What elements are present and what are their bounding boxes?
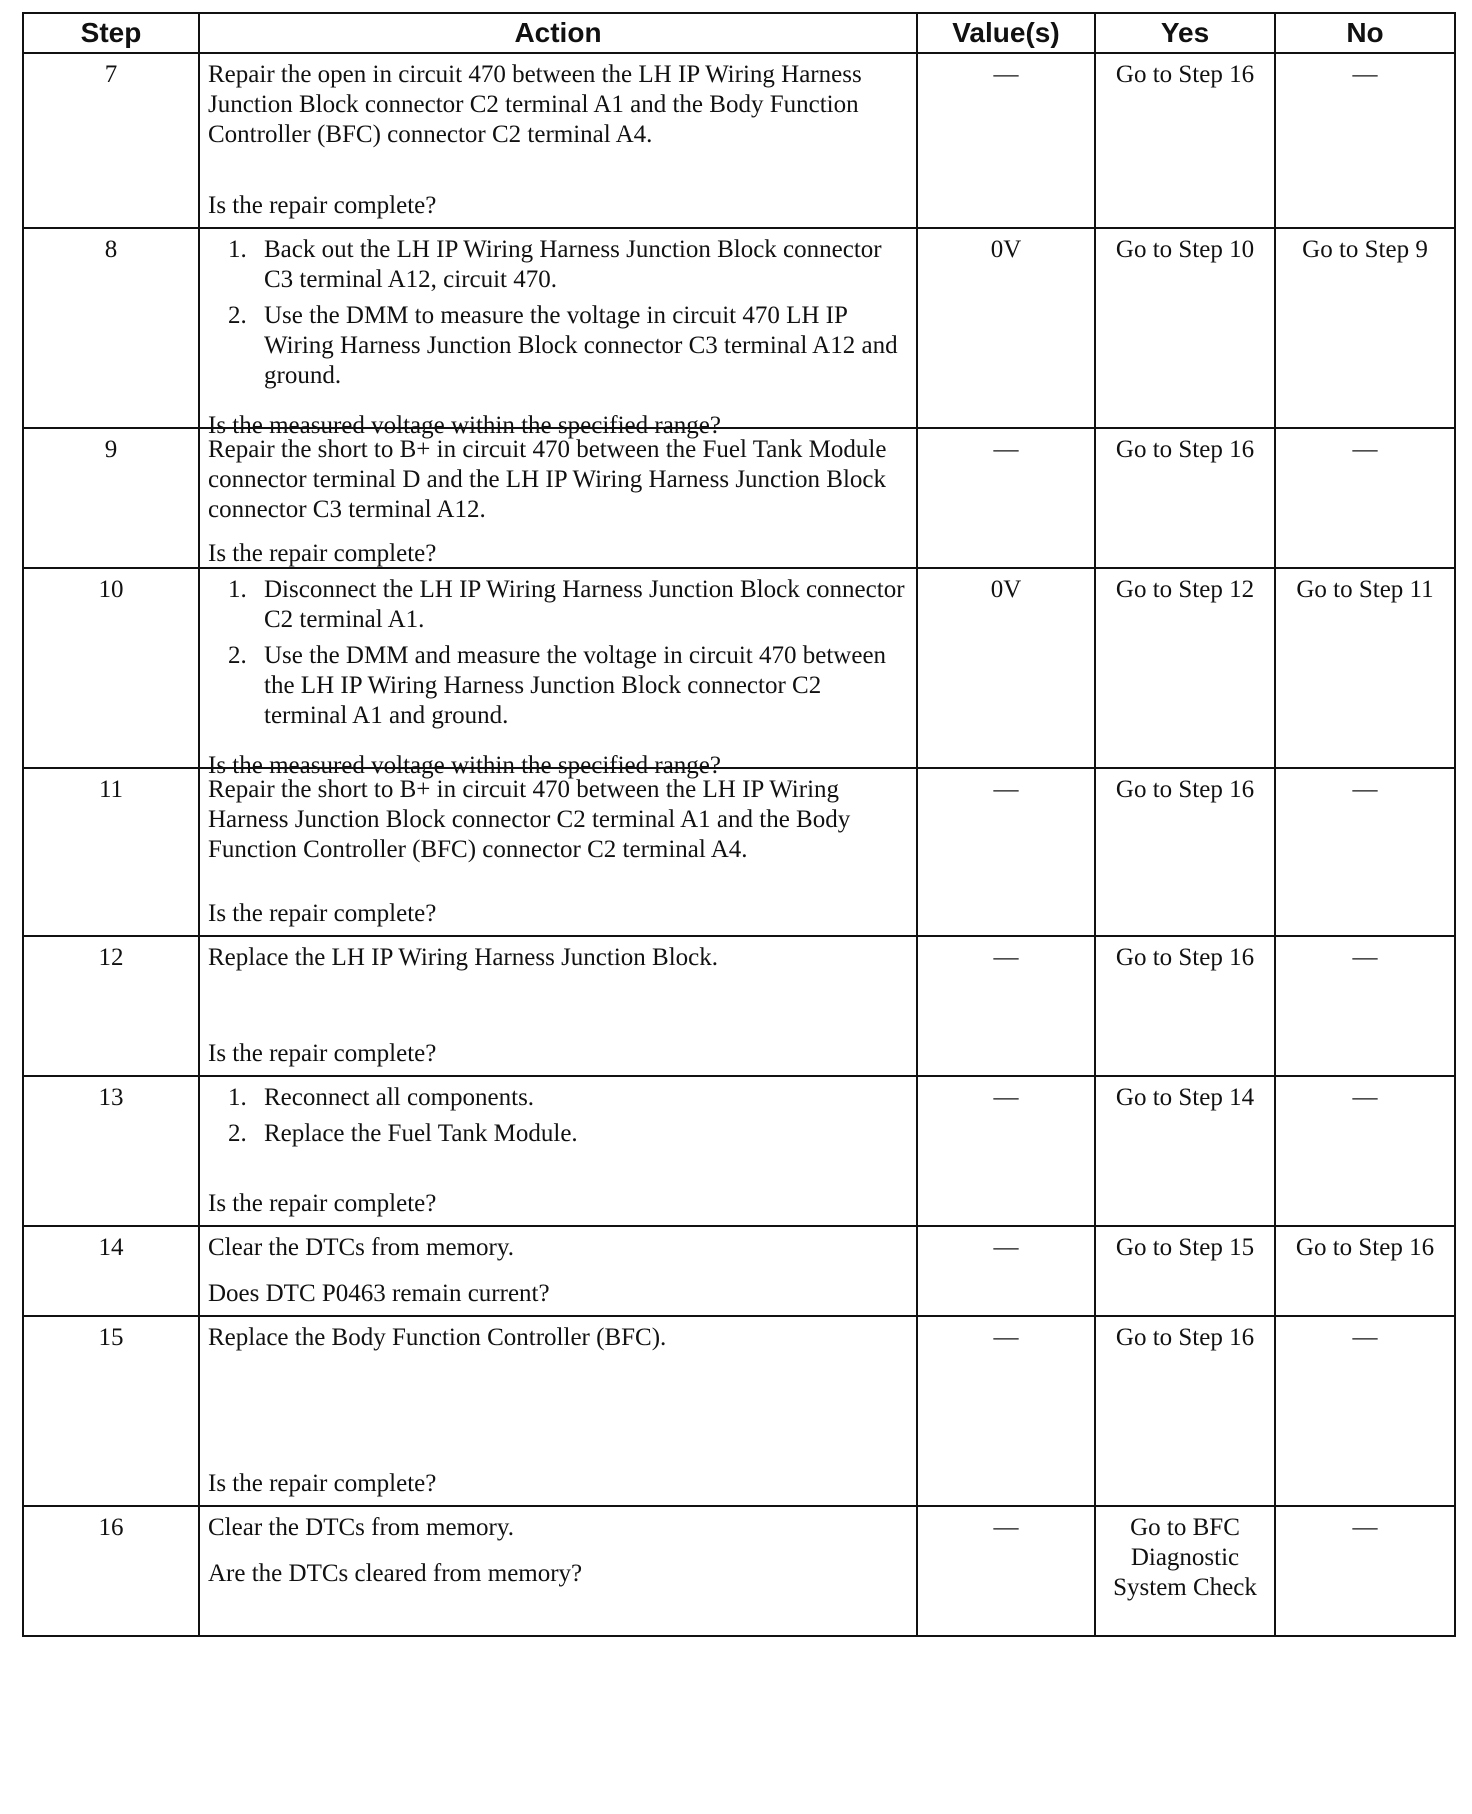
action-text: Repair the open in circuit 470 between the LH IP Wiring Harness Junction Block connector C2 terminal A1 and the Body Function Controller (BFC) connector C2 terminal A4.	[208, 61, 862, 148]
action-question: Is the measured voltage within the specified range?	[208, 752, 722, 779]
table-row	[23, 53, 1455, 228]
list-item	[228, 575, 908, 635]
step-number: 8	[23, 228, 199, 428]
step-number: 12	[23, 936, 199, 1076]
list-text: Replace the Fuel Tank Module.	[264, 1120, 578, 1147]
yes-cell: Go to Step 16	[1095, 1316, 1275, 1506]
no-cell: Go to Step 11	[1275, 568, 1455, 768]
yes-cell: Go to BFC Diagnostic System Check	[1095, 1506, 1275, 1636]
table-row	[23, 568, 1455, 768]
action-question: Is the repair complete?	[208, 900, 437, 927]
action-cell	[199, 1226, 917, 1316]
value-cell: —	[917, 1316, 1095, 1506]
action-cell	[199, 1506, 917, 1636]
action-question: Is the repair complete?	[208, 192, 437, 219]
yes-cell: Go to Step 16	[1095, 428, 1275, 568]
list-number: 2.	[228, 642, 247, 669]
list-item	[228, 1083, 908, 1113]
action-question: Are the DTCs cleared from memory?	[208, 1560, 583, 1587]
header-no: No	[1275, 13, 1455, 53]
action-cell	[199, 228, 917, 439]
yes-cell: Go to Step 10	[1095, 228, 1275, 428]
action-cell	[199, 568, 917, 779]
list-number: 2.	[228, 302, 247, 329]
step-number: 11	[23, 768, 199, 936]
step-number: 14	[23, 1226, 199, 1316]
action-cell	[199, 1316, 917, 1506]
list-item	[228, 235, 908, 295]
list-number: 2.	[228, 1120, 247, 1147]
action-question: Is the repair complete?	[208, 1470, 437, 1497]
no-cell: —	[1275, 53, 1455, 228]
table-row	[23, 228, 1455, 428]
action-cell	[199, 1076, 917, 1226]
action-text: Clear the DTCs from memory.	[208, 1234, 514, 1261]
no-cell: —	[1275, 768, 1455, 936]
no-cell: Go to Step 9	[1275, 228, 1455, 428]
yes-cell: Go to Step 16	[1095, 53, 1275, 228]
action-text: Repair the short to B+ in circuit 470 between the Fuel Tank Module connector terminal D and the LH IP Wiring Harness Junction Block connector C3 terminal A12.	[208, 436, 887, 523]
step-number: 13	[23, 1076, 199, 1226]
no-cell: —	[1275, 1076, 1455, 1226]
list-text: Use the DMM to measure the voltage in circuit 470 LH IP Wiring Harness Junction Block connector C3 terminal A12 and ground.	[264, 302, 898, 389]
table-row	[23, 1226, 1455, 1316]
list-text: Use the DMM and measure the voltage in circuit 470 between the LH IP Wiring Harness Junction Block connector C2 terminal A1 and ground.	[264, 642, 887, 729]
list-item	[228, 1119, 908, 1149]
list-text: Back out the LH IP Wiring Harness Junction Block connector C3 terminal A12, circuit 470.	[264, 236, 882, 293]
step-number: 9	[23, 428, 199, 568]
action-question: Is the repair complete?	[208, 1040, 437, 1067]
value-cell: —	[917, 1226, 1095, 1316]
step-number: 10	[23, 568, 199, 768]
table-row	[23, 1316, 1455, 1506]
no-cell: Go to Step 16	[1275, 1226, 1455, 1316]
action-steps	[208, 235, 908, 397]
value-cell: 0V	[917, 228, 1095, 428]
value-cell: 0V	[917, 568, 1095, 768]
action-question: Does DTC P0463 remain current?	[208, 1280, 550, 1307]
table-row	[23, 936, 1455, 1076]
header-action: Action	[199, 13, 917, 53]
no-cell: —	[1275, 1316, 1455, 1506]
table-row	[23, 1076, 1455, 1226]
action-text: Replace the Body Function Controller (BFC).	[208, 1324, 667, 1351]
action-text: Repair the short to B+ in circuit 470 between the LH IP Wiring Harness Junction Block connector C2 terminal A1 and the Body Function Controller (BFC) connector C2 terminal A4.	[208, 776, 851, 863]
list-item	[228, 301, 908, 391]
step-number: 7	[23, 53, 199, 228]
header-step: Step	[23, 13, 199, 53]
list-number: 1.	[228, 236, 247, 263]
header-yes: Yes	[1095, 13, 1275, 53]
action-question: Is the measured voltage within the specified range?	[208, 412, 722, 439]
action-text: Clear the DTCs from memory.	[208, 1514, 514, 1541]
diagnostic-table	[22, 12, 1456, 1637]
action-text: Replace the LH IP Wiring Harness Junction Block.	[208, 944, 718, 971]
yes-cell: Go to Step 15	[1095, 1226, 1275, 1316]
action-cell	[199, 428, 917, 568]
list-item	[228, 641, 908, 731]
list-text: Disconnect the LH IP Wiring Harness Junction Block connector C2 terminal A1.	[264, 576, 905, 633]
action-question: Is the repair complete?	[208, 1190, 437, 1217]
action-cell	[199, 53, 917, 228]
table-row	[23, 428, 1455, 568]
yes-cell: Go to Step 16	[1095, 936, 1275, 1076]
value-cell: —	[917, 768, 1095, 936]
no-cell: —	[1275, 428, 1455, 568]
value-cell: —	[917, 1506, 1095, 1636]
value-cell: —	[917, 1076, 1095, 1226]
no-cell: —	[1275, 936, 1455, 1076]
action-steps	[208, 1083, 908, 1155]
table-row	[23, 1506, 1455, 1636]
value-cell: —	[917, 428, 1095, 568]
yes-cell: Go to Step 16	[1095, 768, 1275, 936]
header-row	[23, 13, 1455, 53]
action-cell	[199, 936, 917, 1076]
action-steps	[208, 575, 908, 737]
no-cell: —	[1275, 1506, 1455, 1636]
step-number: 15	[23, 1316, 199, 1506]
header-value: Value(s)	[917, 13, 1095, 53]
action-cell	[199, 768, 917, 936]
table-row	[23, 768, 1455, 936]
value-cell: —	[917, 53, 1095, 228]
step-number: 16	[23, 1506, 199, 1636]
action-question: Is the repair complete?	[208, 540, 437, 567]
yes-cell: Go to Step 14	[1095, 1076, 1275, 1226]
yes-cell: Go to Step 12	[1095, 568, 1275, 768]
list-text: Reconnect all components.	[264, 1084, 535, 1111]
list-number: 1.	[228, 1084, 247, 1111]
value-cell: —	[917, 936, 1095, 1076]
list-number: 1.	[228, 576, 247, 603]
